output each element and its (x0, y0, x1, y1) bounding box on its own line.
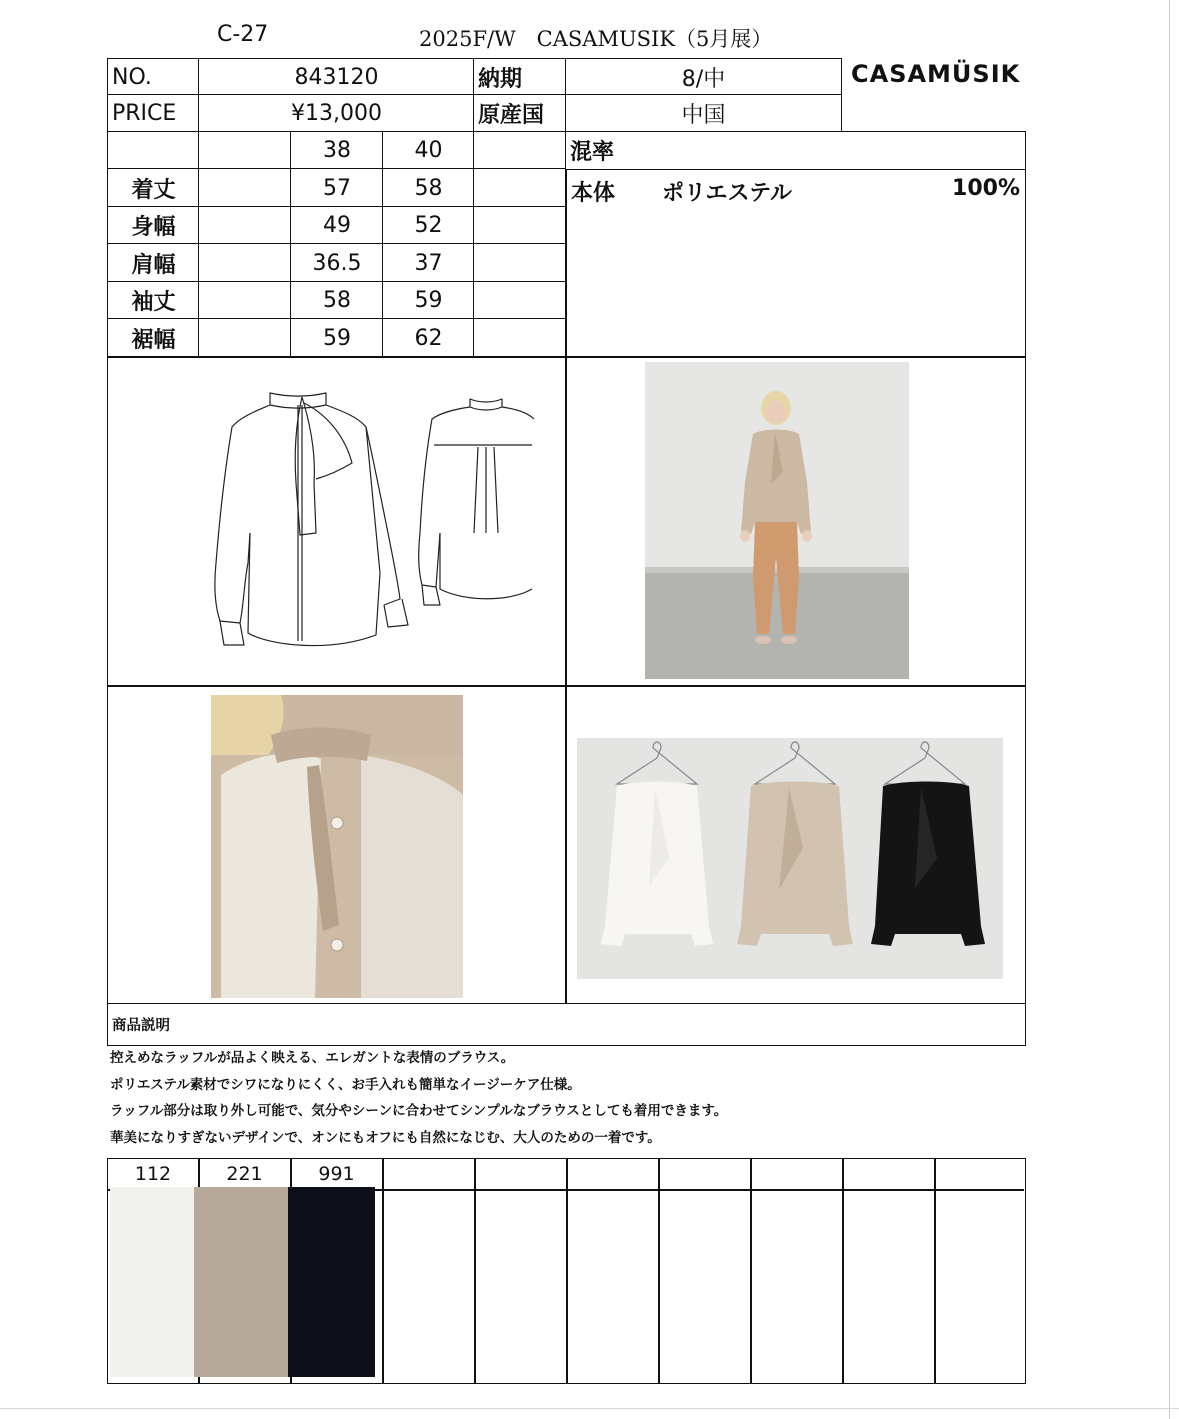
page-edge-right (1169, 0, 1170, 1419)
size-extra (473, 131, 567, 170)
size-value: 59 (382, 281, 475, 320)
size-value: 52 (382, 206, 475, 245)
swatch-col-divider (934, 1159, 936, 1383)
brand-logo: CASAMÜSIK (851, 60, 1021, 88)
composition-material: ポリエステル (662, 181, 793, 206)
size-row-blank (198, 243, 292, 283)
swatch-col-divider (382, 1159, 384, 1383)
price-value: ¥13,000 (198, 94, 475, 133)
size-row-label: 肩幅 (107, 243, 200, 283)
size-row-blank (198, 318, 292, 358)
product-code: C-27 (217, 22, 269, 47)
collar-detail-photo (211, 695, 463, 998)
size-row-extra (473, 206, 567, 245)
size-value: 58 (290, 281, 384, 320)
size-row-extra (473, 281, 567, 320)
size-value: 57 (290, 168, 384, 208)
description-line: 控えめなラッフルが品よく映える、エレガントな表情のブラウス。 (110, 1050, 515, 1066)
size-row-label: 裾幅 (107, 318, 200, 358)
size-value: 59 (290, 318, 384, 358)
description-line: ラッフル部分は取り外し可能で、気分やシーンに合わせてシンプルなブラウスとしても着用できます。 (110, 1103, 728, 1119)
size-blank (198, 131, 292, 170)
description-line: ポリエステル素材でシワになりにくく、お手入れも簡単なイージーケア仕様。 (110, 1076, 581, 1093)
fabric-swatch-off-white (110, 1187, 198, 1377)
fabric-swatch-beige (194, 1187, 290, 1377)
size-corner (107, 131, 200, 170)
no-value: 843120 (198, 58, 475, 96)
swatch-col-divider (658, 1159, 660, 1383)
season-title: 2025F/W CASAMUSIK（5月展） (419, 27, 773, 51)
size-row-blank (198, 206, 292, 245)
color-code: 221 (226, 1163, 263, 1185)
size-row-label: 身幅 (107, 206, 200, 245)
page-edge-bottom (0, 1408, 1179, 1409)
description-line: 華美になりすぎないデザインで、オンにもオフにも自然になじむ、大人のための一着です。 (110, 1129, 661, 1146)
technical-sketch-cell (107, 356, 567, 687)
swatch-col-divider (750, 1159, 752, 1383)
size-value: 36.5 (290, 243, 384, 283)
swatch-col-divider (474, 1159, 476, 1383)
size-row-extra (473, 243, 567, 283)
no-label: NO. (107, 58, 200, 96)
color-swatch-table (107, 1158, 1026, 1384)
delivery-label: 納期 (473, 58, 567, 96)
color-code: 991 (318, 1163, 355, 1185)
size-col-40: 40 (382, 131, 475, 170)
detail-photo-cell (107, 685, 567, 1005)
size-value: 58 (382, 168, 475, 208)
model-full-body-photo (645, 362, 909, 679)
composition-part: 本体 (571, 181, 616, 206)
swatch-col-divider (566, 1159, 568, 1383)
origin-value: 中国 (565, 94, 842, 133)
three-colors-photo-cell (565, 685, 1026, 1005)
color-code: 112 (134, 1163, 172, 1185)
composition-header: 混率 (565, 131, 1026, 170)
size-value: 49 (290, 206, 384, 245)
delivery-value: 8/中 (565, 58, 842, 96)
flat-sketch-drawing (208, 383, 538, 663)
swatch-col-divider (842, 1159, 844, 1383)
size-value: 37 (382, 243, 475, 283)
size-row-label: 着丈 (107, 168, 200, 208)
size-row-blank (198, 168, 292, 208)
size-row-extra (473, 318, 567, 358)
size-col-38: 38 (290, 131, 384, 170)
description-header: 商品説明 (107, 1003, 1026, 1046)
composition-box (565, 168, 1026, 358)
description-text (110, 1045, 1110, 1151)
size-value: 62 (382, 318, 475, 358)
origin-label: 原産国 (473, 94, 567, 133)
size-row-label: 袖丈 (107, 281, 200, 320)
price-label: PRICE (107, 94, 200, 133)
hanger-lineup-photo (577, 738, 1003, 979)
model-photo-cell (565, 356, 1026, 687)
fabric-swatch-black (288, 1187, 375, 1377)
composition-percent: 100% (952, 176, 1020, 201)
size-row-blank (198, 281, 292, 320)
size-row-extra (473, 168, 567, 208)
